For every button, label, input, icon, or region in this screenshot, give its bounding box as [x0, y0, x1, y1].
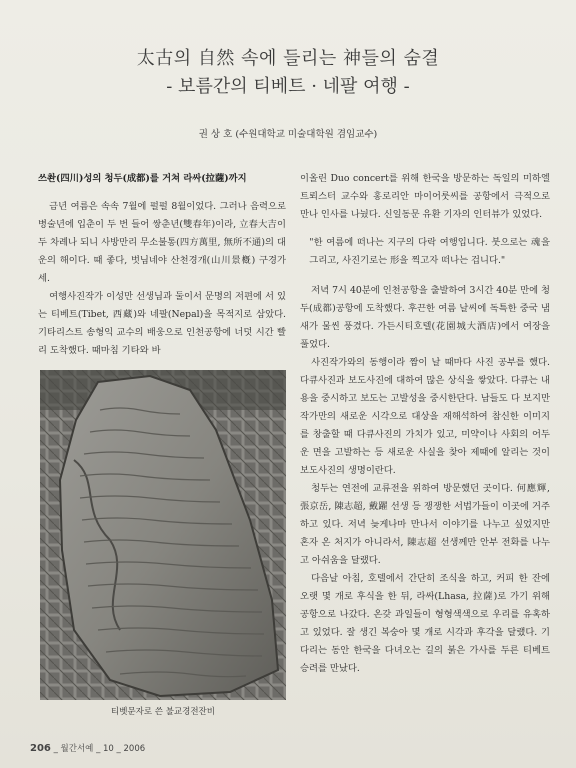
quote: "한 여름에 떠나는 지구의 다락 여행입니다. 붓으로는 魂을 그리고, 사진기로는 形을 찍고자 떠나는 겁니다." [309, 237, 550, 266]
author-line: 권 상 호 (수원대학교 미술대학원 겸임교수) [198, 129, 378, 140]
paragraph: 금년 여름은 속속 7월에 펄펄 8월이었다. 그러나 음력으로 병술년에 입춘이 두 번 들어 쌍춘년(雙春年)이라, 立春大吉이 두 차례나 되니 사방만리 무소불통(四方萬里, 無所不通)의 대운의 해이다. 때 좋다, 벗님네야 산천경개(山川景槪) 구경가세. [38, 201, 286, 284]
paragraph: 다음날 아침, 호텔에서 간단히 조식을 하고, 커피 한 잔에 오랫 몇 개로 후식을 한 뒤, 라싸(Lhasa, 拉薩)로 가기 위해 공항으로 나갔다. 온갖 과일들이 형형색색으로 우리를 유혹하고 있었다. 잘 생긴 복숭아 몇 개로 시각과 후각을 달랬다. 기다리는 동안 한국을 다녀오는 길의 붉은 가사를 두른 티베트 승려를 만났다. [300, 573, 550, 674]
left-column [38, 170, 286, 360]
paragraph: 사진작가와의 동행이라 짬이 날 때마다 사진 공부를 했다. 다큐사진과 보도사진에 대하여 많은 상식을 쌓았다. 다큐는 내용을 중시하고 보도는 고발성을 중시한단다. 남들도 다 보지만 작가만의 새로운 시각으로 대상을 재해석하여 참신한 이미지를 창출할 때 다큐사진의 가치가 있고, 미약이나 사회의 어두운 면을 고발하는 등 새로운 사실을 찾아 제때에 알리는 것이 보도사진의 생명이란다. [300, 357, 550, 476]
page-footer [30, 742, 145, 754]
paragraph: 여행사진작가 이성만 선생님과 둘이서 문명의 저편에 서 있는 티베트(Tibet, 西藏)와 네팔(Nepal)을 목적지로 삼았다. 기타리스트 송형익 교수의 배웅으로 인천공항에 너덧 시간 빨리 도착했다. 때마침 기타와 바 [38, 291, 286, 356]
article-title: 太古의 自然 속에 들리는 神들의 숨결 [136, 48, 440, 69]
paragraph: 이올린 Duo concert를 위해 한국을 방문하는 독일의 미하엘 트뢰스터 교수와 홍로리안 마이어룻씨를 공항에서 극적으로 만나 인사를 나눴다. 신일동문 유환 기자의 인터뷰가 있었다. [300, 173, 550, 220]
section-subheading: 쓰촨(四川)성의 청두(成都)를 거쳐 라싸(拉薩)까지 [38, 173, 247, 184]
photo-caption: 티벳문자로 쓴 불교경전잔비 [111, 707, 215, 717]
stone-tablet-photo [40, 370, 286, 700]
magazine-info: _ 월간서예 _ 10 _ 2006 [53, 744, 146, 754]
right-column [300, 170, 550, 678]
paragraph: 청두는 연전에 교류전을 위하여 방문했던 곳이다. 何應輝, 張京岳, 陳志超, 戴躍 선생 등 쟁쟁한 서법가들이 이곳에 거주하고 있다. 저녁 늦게나마 만나서 이야기를 나누고 싶었지만 혼자 온 처지가 아니라서, 陳志超 선생께만 안부 전화를 나누고 아쉬움을 달랬다. [300, 483, 550, 566]
article-subtitle: - 보름간의 티베트 · 네팔 여행 - [166, 76, 410, 97]
paragraph: 저녁 7시 40분에 인천공항을 출발하여 3시간 40분 만에 청두(成都)공항에 도착했다. 후끈한 여름 날씨에 독특한 중국 냄새가 물씬 풍겼다. 가든시티호텔(花園城大酒店)에서 여장을 풀었다. [300, 285, 550, 350]
tablet-image [40, 370, 286, 700]
page-number: 206 [30, 743, 51, 754]
